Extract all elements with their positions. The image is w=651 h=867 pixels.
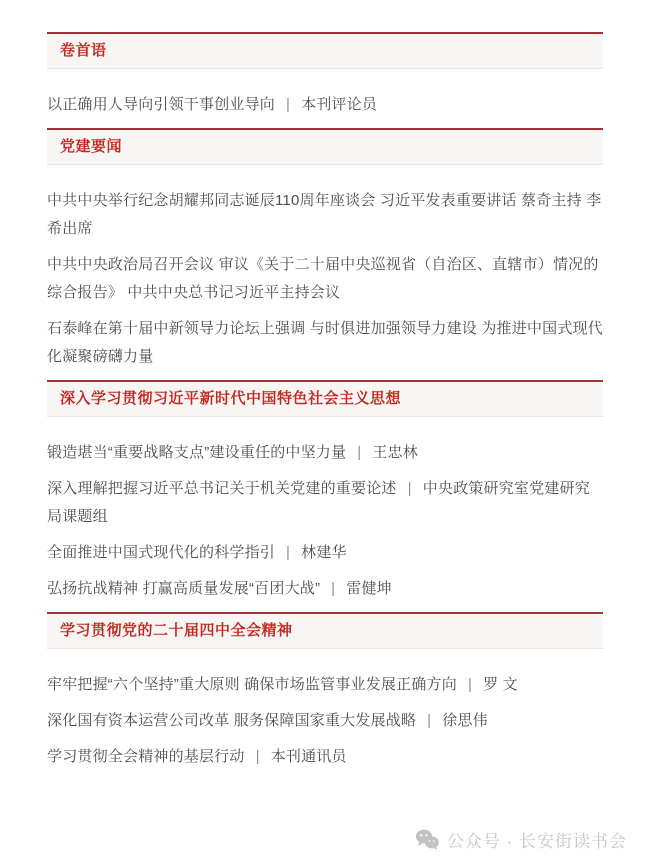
- article-entry: [47, 315, 603, 371]
- section-title: 深入学习贯彻习近平新时代中国特色社会主义思想: [60, 390, 402, 407]
- article-title: 牢牢把握“六个坚持”重大原则 确保市场监管事业发展正确方向: [47, 676, 457, 693]
- article-title: 深入理解把握习近平总书记关于机关党建的重要论述: [47, 480, 397, 497]
- toc-sections: [47, 32, 603, 771]
- watermark: [415, 827, 627, 852]
- article-entry: [47, 743, 603, 771]
- section-title: 党建要闻: [60, 138, 123, 155]
- article-title: 全面推进中国式现代化的科学指引: [47, 544, 276, 561]
- article-entry: [47, 575, 603, 603]
- article-list: [47, 69, 603, 119]
- article-entry: [47, 439, 603, 467]
- toc-section: [47, 612, 603, 771]
- title-author-separator: |: [331, 580, 336, 597]
- article-author: 林建华: [301, 544, 347, 561]
- toc-section: [47, 32, 603, 119]
- article-title: 以正确用人导向引领干事创业导向: [47, 96, 276, 113]
- toc-section: [47, 128, 603, 371]
- article-entry: [47, 707, 603, 735]
- title-author-separator: |: [467, 676, 473, 693]
- article-entry: [47, 187, 603, 243]
- article-list: [47, 417, 603, 603]
- article-title: 中共中央政治局召开会议 审议《关于二十届中央巡视省（自治区、直辖市）情况的综合报告》 中共中央总书记习近平主持会议: [47, 256, 599, 301]
- article-title: 弘扬抗战精神 打赢高质量发展“百团大战”: [47, 580, 321, 597]
- article-title: 石泰峰在第十届中新领导力论坛上强调 与时俱进加强领导力建设 为推进中国式现代化凝聚磅礴力量: [47, 320, 603, 365]
- article-entry: [47, 251, 603, 307]
- article-title: 锻造堪当“重要战略支点”建设重任的中坚力量: [47, 444, 347, 461]
- title-author-separator: |: [407, 480, 412, 497]
- title-author-separator: |: [286, 96, 291, 113]
- title-author-separator: |: [357, 444, 362, 461]
- article-title: 深化国有资本运营公司改革 服务保障国家重大发展战略: [47, 712, 417, 729]
- toc-section: [47, 380, 603, 603]
- article-entry: [47, 475, 603, 531]
- article-list: [47, 165, 603, 371]
- article-author: 罗 文: [483, 676, 518, 693]
- title-author-separator: |: [286, 544, 291, 561]
- article-author: 本刊通讯员: [270, 748, 347, 765]
- article-title: 学习贯彻全会精神的基层行动: [47, 748, 245, 765]
- article-entry: [47, 91, 603, 119]
- section-header: [47, 612, 603, 649]
- section-title: 学习贯彻党的二十届四中全会精神: [60, 622, 293, 639]
- article-title: 中共中央举行纪念胡耀邦同志诞辰110周年座谈会 习近平发表重要讲话 蔡奇主持 李希出席: [47, 192, 602, 237]
- title-author-separator: |: [427, 712, 432, 729]
- article-author: 王忠林: [372, 444, 418, 461]
- article-entry: [47, 671, 603, 699]
- article-author: 徐思伟: [442, 712, 488, 729]
- section-title: 卷首语: [60, 42, 107, 59]
- title-author-separator: |: [255, 748, 260, 765]
- article-entry: [47, 539, 603, 567]
- watermark-label: 公众号 · 长安街读书会: [446, 832, 627, 851]
- article-author: 中央政策研究室党建研究局课题组: [47, 480, 590, 525]
- article-author: 雷健坤: [346, 580, 392, 597]
- wechat-icon: [415, 829, 439, 850]
- article-list: [47, 649, 603, 771]
- section-header: [47, 380, 603, 417]
- section-header: [47, 32, 603, 69]
- article-author: 本刊评论员: [301, 96, 378, 113]
- section-header: [47, 128, 603, 165]
